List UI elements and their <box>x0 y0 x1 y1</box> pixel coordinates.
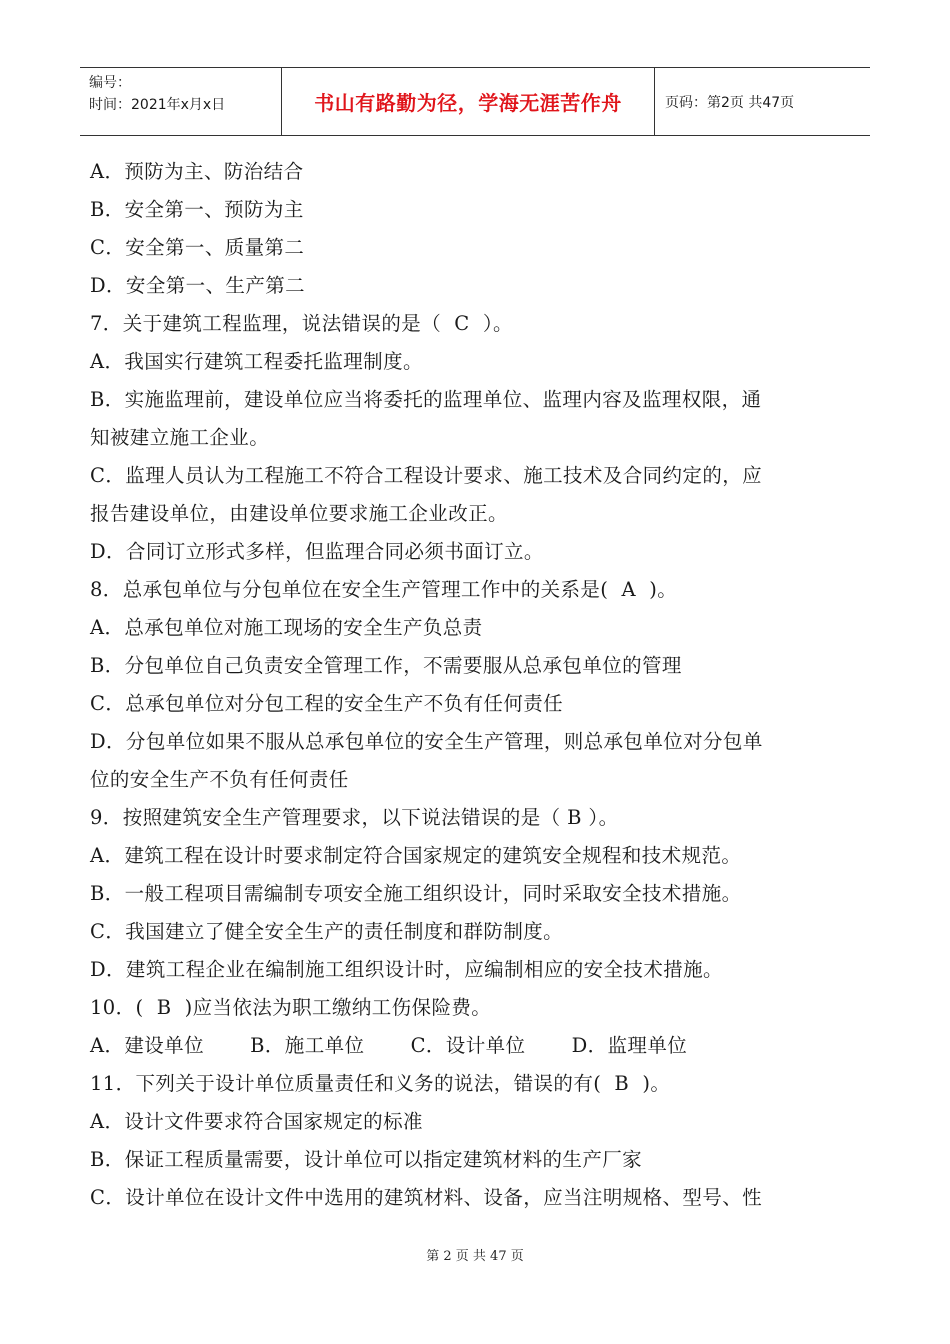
header-motto: 书山有路勤为径，学海无涯苦作舟 <box>282 68 655 135</box>
text-line: 9．按照建筑安全生产管理要求，以下说法错误的是（ B ）。 <box>90 806 619 829</box>
text-line: B．保证工程质量需要，设计单位可以指定建筑材料的生产厂家 <box>90 1148 643 1171</box>
text-line: C．设计单位在设计文件中选用的建筑材料、设备，应当注明规格、型号、性 <box>90 1186 763 1209</box>
text-line: A．建设单位 B．施工单位 C．设计单位 D．监理单位 <box>90 1034 688 1057</box>
text-line: D．合同订立形式多样，但监理合同必须书面订立。 <box>90 540 544 563</box>
text-line: B．安全第一、预防为主 <box>90 198 304 221</box>
text-line: 10．( B )应当依法为职工缴纳工伤保险费。 <box>90 996 492 1019</box>
text-line: A．设计文件要求符合国家规定的标准 <box>90 1110 423 1133</box>
text-line: B．实施监理前，建设单位应当将委托的监理单位、监理内容及监理权限，通 <box>90 388 762 411</box>
text-line: D．安全第一、生产第二 <box>90 274 306 297</box>
text-line: C．监理人员认为工程施工不符合工程设计要求、施工技术及合同约定的，应 <box>90 464 763 487</box>
text-line: 7．关于建筑工程监理，说法错误的是（ C ）。 <box>90 312 513 335</box>
time-label: 时间：2021年x月x日 <box>89 97 226 113</box>
text-line: 11．下列关于设计单位质量责任和义务的说法，错误的有( B )。 <box>90 1072 671 1095</box>
text-line: D．分包单位如果不服从总承包单位的安全生产管理，则总承包单位对分包单 <box>90 730 763 753</box>
text-line: 8．总承包单位与分包单位在安全生产管理工作中的关系是( A )。 <box>90 578 678 601</box>
number-label: 编号： <box>89 75 131 91</box>
document-body <box>90 153 870 1217</box>
text-line: C．安全第一、质量第二 <box>90 236 305 259</box>
text-line: A．我国实行建筑工程委托监理制度。 <box>90 350 423 373</box>
text-line: A．建筑工程在设计时要求制定符合国家规定的建筑安全规程和技术规范。 <box>90 844 742 867</box>
text-line: 位的安全生产不负有任何责任 <box>90 768 349 791</box>
header-meta <box>80 68 282 135</box>
text-line: 知被建立施工企业。 <box>90 426 270 449</box>
text-line: A．总承包单位对施工现场的安全生产负总责 <box>90 616 483 639</box>
text-line: B．一般工程项目需编制专项安全施工组织设计，同时采取安全技术措施。 <box>90 882 742 905</box>
header-page-code: 页码：第2页 共47页 <box>665 94 795 111</box>
text-line: D．建筑工程企业在编制施工组织设计时，应编制相应的安全技术措施。 <box>90 958 723 981</box>
text-line: C．总承包单位对分包工程的安全生产不负有任何责任 <box>90 692 564 715</box>
text-line: A．预防为主、防治结合 <box>90 160 304 183</box>
text-line: B．分包单位自己负责安全管理工作，不需要服从总承包单位的管理 <box>90 654 682 677</box>
text-line: C．我国建立了健全安全生产的责任制度和群防制度。 <box>90 920 564 943</box>
page-header <box>80 67 870 136</box>
text-line: 报告建设单位，由建设单位要求施工企业改正。 <box>90 502 508 525</box>
page-footer: 第 2 页 共 47 页 <box>426 1249 524 1264</box>
